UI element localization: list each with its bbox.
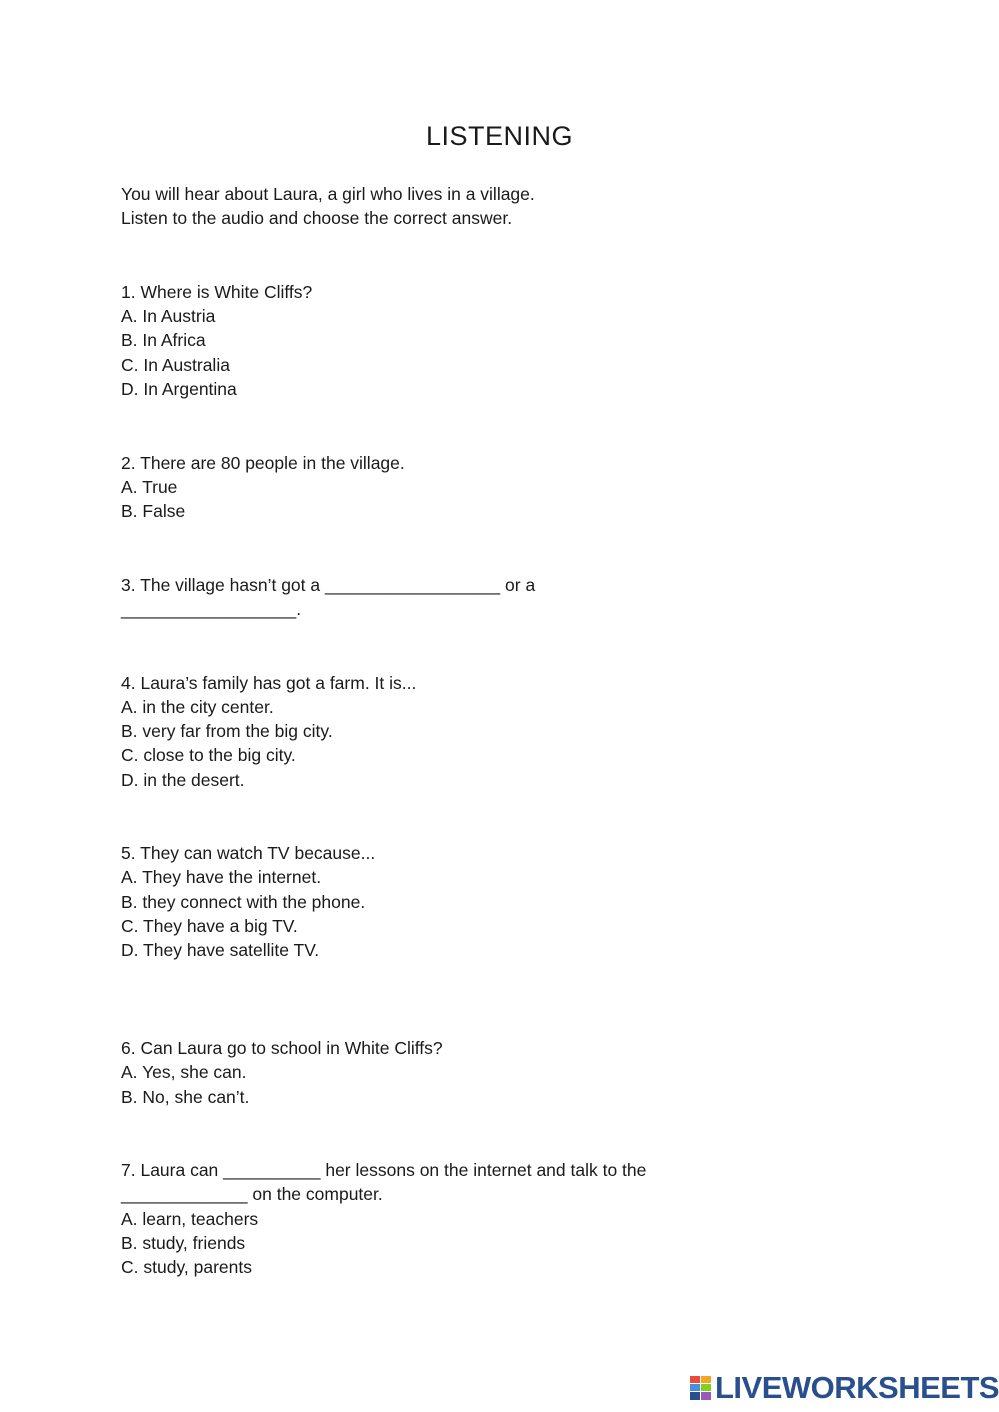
question-3-text[interactable]: 3. The village hasn’t got a __________________ or a [121,575,536,595]
question-4-option[interactable]: C. close to the big city. [121,745,296,765]
question-5-text: 5. They can watch TV because... [121,843,376,863]
question-7-option[interactable]: B. study, friends [121,1233,246,1253]
question-7-text[interactable]: 7. Laura can __________ her lessons on the internet and talk to the [121,1160,647,1180]
question-2-text: 2. There are 80 people in the village. [121,453,405,473]
question-1-text: 1. Where is White Cliffs? [121,282,313,302]
question-5-option[interactable]: D. They have satellite TV. [121,940,320,960]
question-3-text[interactable]: __________________. [121,599,302,619]
question-5-option[interactable]: B. they connect with the phone. [121,892,366,912]
question-2-option[interactable]: A. True [121,477,178,497]
question-2-option[interactable]: B. False [121,501,186,521]
question-7-text[interactable]: _____________ on the computer. [121,1184,383,1204]
question-5-option[interactable]: A. They have the internet. [121,867,322,887]
intro-line: Listen to the audio and choose the correct answer. [121,208,513,228]
question-4-option[interactable]: A. in the city center. [121,697,274,717]
question-6-option[interactable]: A. Yes, she can. [121,1062,247,1082]
question-5-option[interactable]: C. They have a big TV. [121,916,298,936]
question-6-text: 6. Can Laura go to school in White Cliffs? [121,1038,443,1058]
question-1-option[interactable]: A. In Austria [121,306,216,326]
liveworksheets-logo-icon [690,1374,712,1402]
question-1-option[interactable]: B. In Africa [121,330,206,350]
question-4-option[interactable]: B. very far from the big city. [121,721,333,741]
question-1-option[interactable]: C. In Australia [121,355,230,375]
intro-line: You will hear about Laura, a girl who lives in a village. [121,184,535,204]
liveworksheets-logo [690,1371,999,1405]
question-4-text: 4. Laura’s family has got a farm. It is... [121,673,417,693]
liveworksheets-logo-text: LIVEWORKSHEETS [715,1370,999,1405]
question-6-option[interactable]: B. No, she can’t. [121,1087,250,1107]
question-4-option[interactable]: D. in the desert. [121,770,245,790]
question-7-option[interactable]: C. study, parents [121,1257,252,1277]
page-title: LISTENING [425,121,574,151]
question-7-option[interactable]: A. learn, teachers [121,1209,259,1229]
question-1-option[interactable]: D. In Argentina [121,379,237,399]
